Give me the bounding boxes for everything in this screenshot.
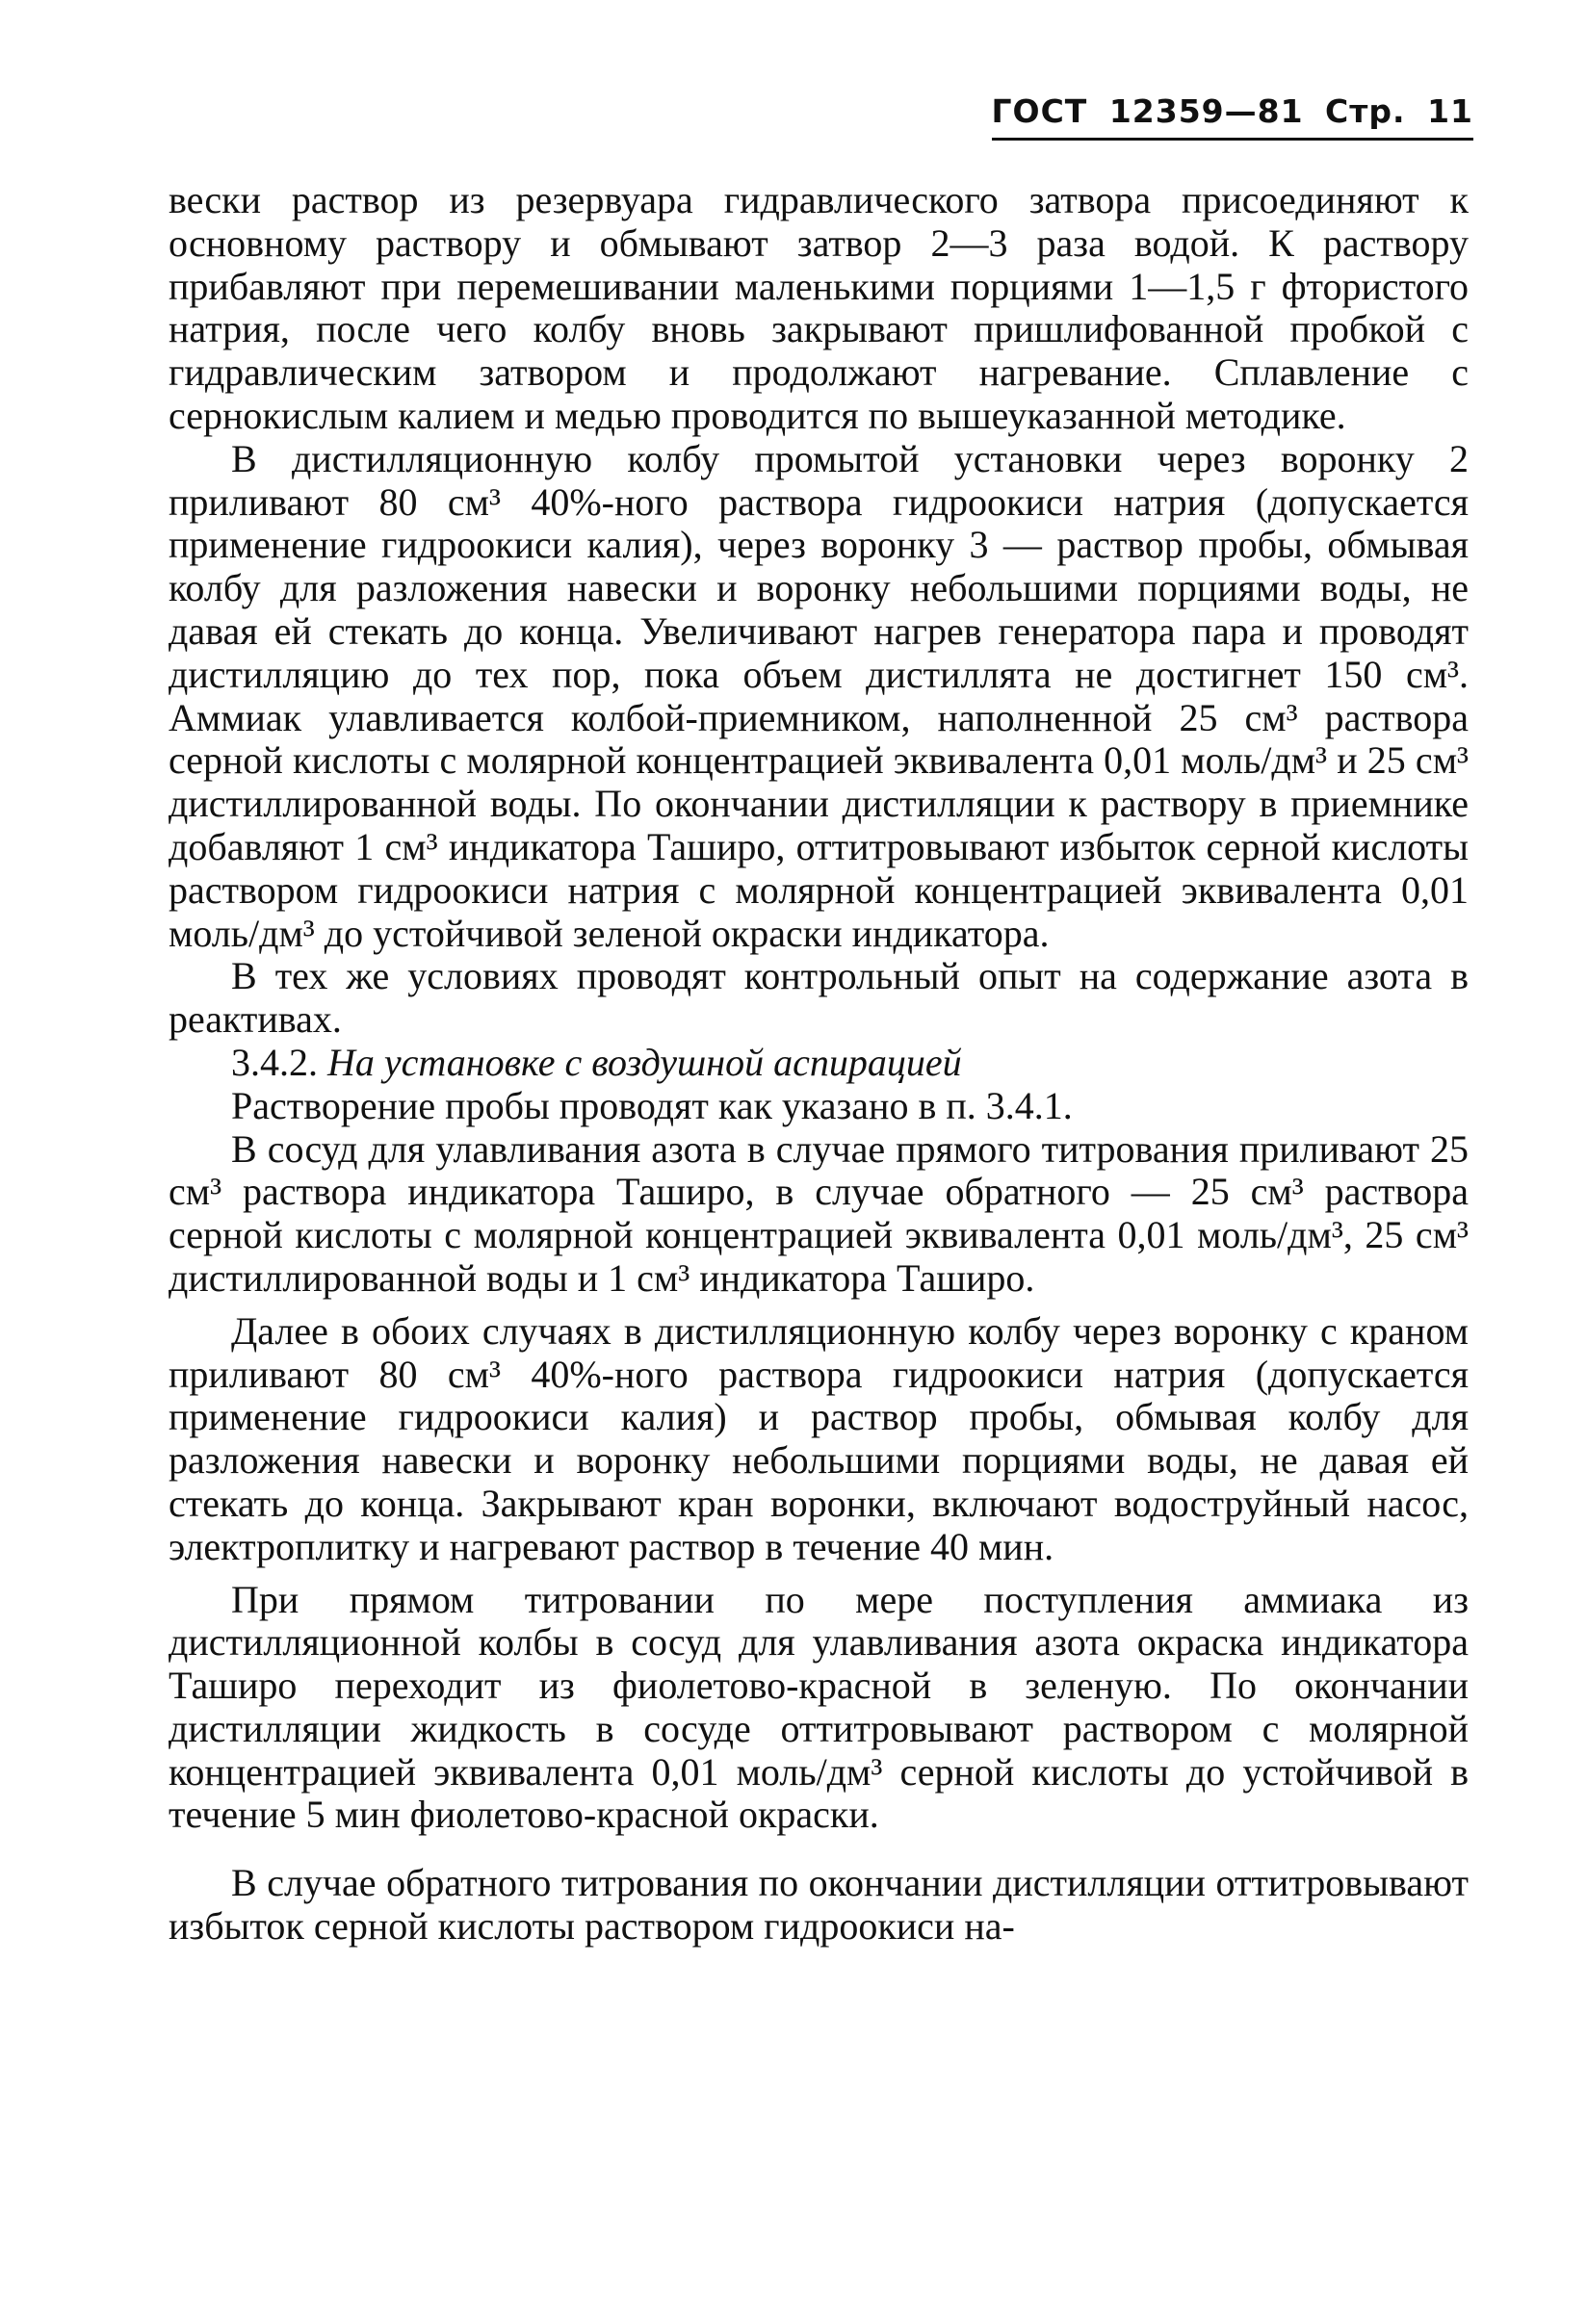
page-label: Стр.	[1325, 92, 1406, 130]
paragraph: В дистилляционную колбу промытой установки через воронку 2 приливают 80 см³ 40%-ного раствора гидроокиси натрия (допускается применение гидроокиси калия), через воронку 3 — раствор пробы, обмывая колбу для разложения навески и воронку небольшими порциями воды, не давая ей стекать до конца. Увеличивают нагрев генератора пара и проводят дистилляцию до тех пор, пока объем дистиллята не достигнет 150 см³. Аммиак улавливается колбой-приемником, наполненной 25 см³ раствора серной кислоты с молярной концентрацией эквивалента 0,01 моль/дм³ и 25 см³ дистиллированной воды. По окончании дистилляции к раствору в приемнике добавляют 1 см³ индикатора Таширо, оттитровывают избыток серной кислоты раствором гидроокиси натрия с молярной концентрацией эквивалента 0,01 моль/дм³ до устойчивой зеленой окраски индикатора.	[169, 436, 1469, 955]
paragraph: В тех же условиях проводят контрольный опыт на содержание азота в реактивах.	[169, 954, 1469, 1042]
paragraph: Далее в обоих случаях в дистилляционную колбу через воронку с краном приливают 80 см³ 40%-ного раствора гидроокиси натрия (допускается применение гидроокиси калия) и раствор пробы, обмывая колбу для разложения навески и воронку небольшими порциями воды, не давая ей стекать до конца. Закрывают кран воронки, включают водоструйный насос, электроплитку и нагревают раствор в течение 40 мин.	[169, 1308, 1469, 1568]
paragraph: В сосуд для улавливания азота в случае прямого титрования приливают 25 см³ раствора индикатора Таширо, в случае обратного — 25 см³ раствора серной кислоты с молярной концентрацией эквивалента 0,01 моль/дм³, 25 см³ дистиллированной воды и 1 см³ индикатора Таширо.	[169, 1126, 1469, 1300]
standard-number: 12359—81	[1108, 92, 1304, 130]
body-text	[169, 179, 1469, 1949]
paragraph: вески раствор из резервуара гидравлического затвора присоединяют к основному раствору и обмывают затвор 2—3 раза водой. К раствору прибавляют при перемешивании маленькими порциями 1—1,5 г фтористого натрия, после чего колбу вновь закрывают пришлифованной пробкой с гидравлическим затвором и продолжают нагревание. Сплавление с сернокислым калием и медью проводится по вышеуказанной методике.	[169, 178, 1469, 437]
paragraph: В случае обратного титрования по окончании дистилляции оттитровывают избыток серной кислоты раствором гидроокиси на-	[169, 1861, 1469, 1949]
standard-label: ГОСТ	[991, 92, 1088, 130]
paragraph: При прямом титровании по мере поступления аммиака из дистилляционной колбы в сосуд для улавливания азота окраска индикатора Таширо переходит из фиолетово-красной в зеленую. По окончании дистилляции жидкость в сосуде оттитровывают раствором с молярной концентрацией эквивалента 0,01 моль/дм³ серной кислоты до устойчивой в течение 5 мин фиолетово-красной окраски.	[169, 1577, 1469, 1837]
page-number: 11	[1427, 92, 1473, 130]
page-header	[992, 92, 1474, 141]
section-number: 3.4.2.	[231, 1040, 318, 1084]
paragraph: Растворение пробы проводят как указано в п. 3.4.1.	[231, 1083, 1073, 1127]
section-heading	[169, 1042, 1469, 1085]
section-title: На установке с воздушной аспирацией	[327, 1040, 962, 1084]
